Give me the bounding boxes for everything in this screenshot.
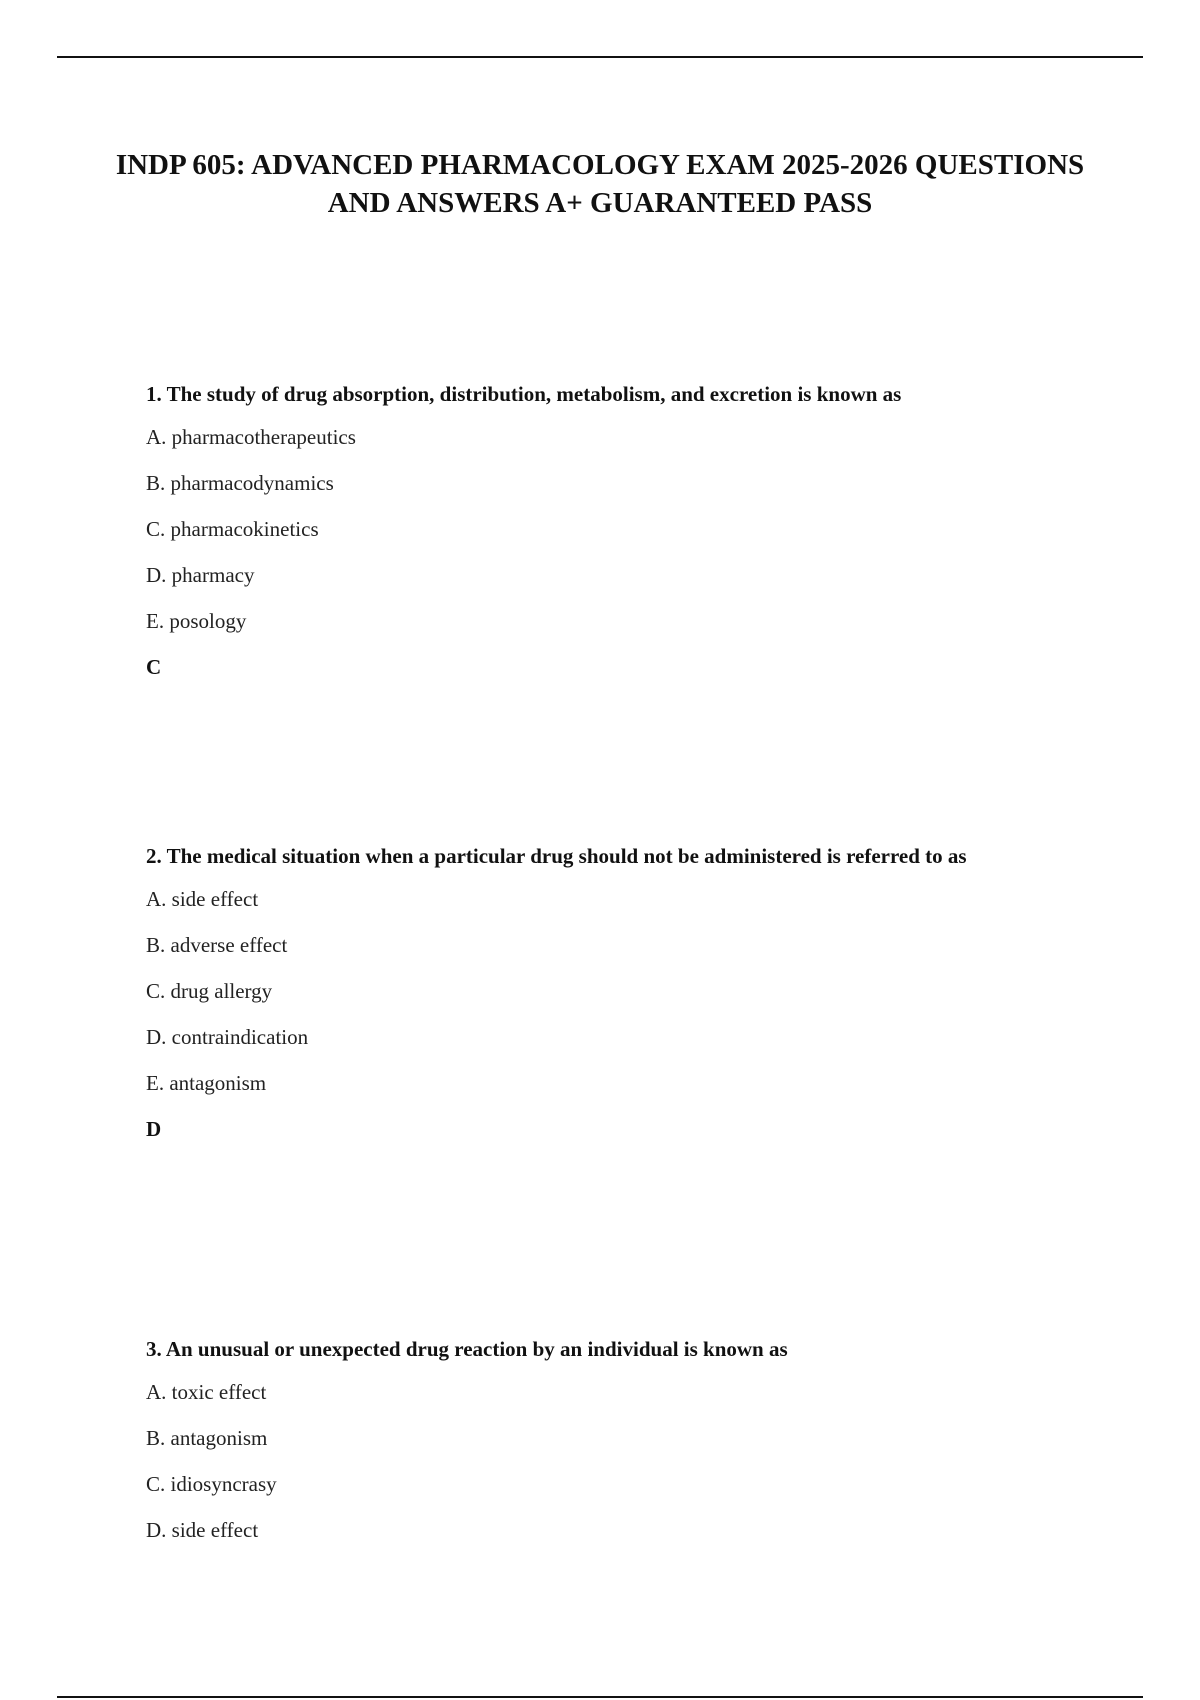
question-text: 1. The study of drug absorption, distribution, metabolism, and excretion is known as (146, 382, 902, 406)
option-e: E. antagonism (146, 1071, 267, 1095)
option-b: B. pharmacodynamics (146, 471, 334, 495)
option-a: A. side effect (146, 887, 259, 911)
option-c: C. pharmacokinetics (146, 517, 319, 541)
question-text: 3. An unusual or unexpected drug reaction by an individual is known as (146, 1337, 788, 1361)
header-rule (57, 56, 1143, 58)
option-c: C. idiosyncrasy (146, 1472, 277, 1496)
option-b: B. adverse effect (146, 933, 288, 957)
question-text: 2. The medical situation when a particular drug should not be administered is referred to as (146, 844, 967, 868)
option-e: E. posology (146, 609, 247, 633)
option-b: B. antagonism (146, 1426, 268, 1450)
option-list (146, 422, 1066, 636)
question-3 (146, 1334, 1066, 1545)
option-c: C. drug allergy (146, 979, 273, 1003)
option-d: D. pharmacy (146, 563, 255, 587)
question-1 (146, 379, 1066, 682)
answer-key: C (146, 655, 162, 679)
option-a: A. toxic effect (146, 1380, 267, 1404)
question-2 (146, 841, 1066, 1144)
option-a: A. pharmacotherapeutics (146, 425, 356, 449)
document-title: INDP 605: ADVANCED PHARMACOLOGY EXAM 2025-2026 QUESTIONS AND ANSWERS A+ GUARANTEED PASS (115, 149, 1085, 219)
answer-key: D (146, 1117, 162, 1141)
option-d: D. side effect (146, 1518, 259, 1542)
option-list (146, 1377, 1066, 1545)
option-d: D. contraindication (146, 1025, 309, 1049)
footer-rule (57, 1696, 1143, 1698)
option-list (146, 884, 1066, 1098)
